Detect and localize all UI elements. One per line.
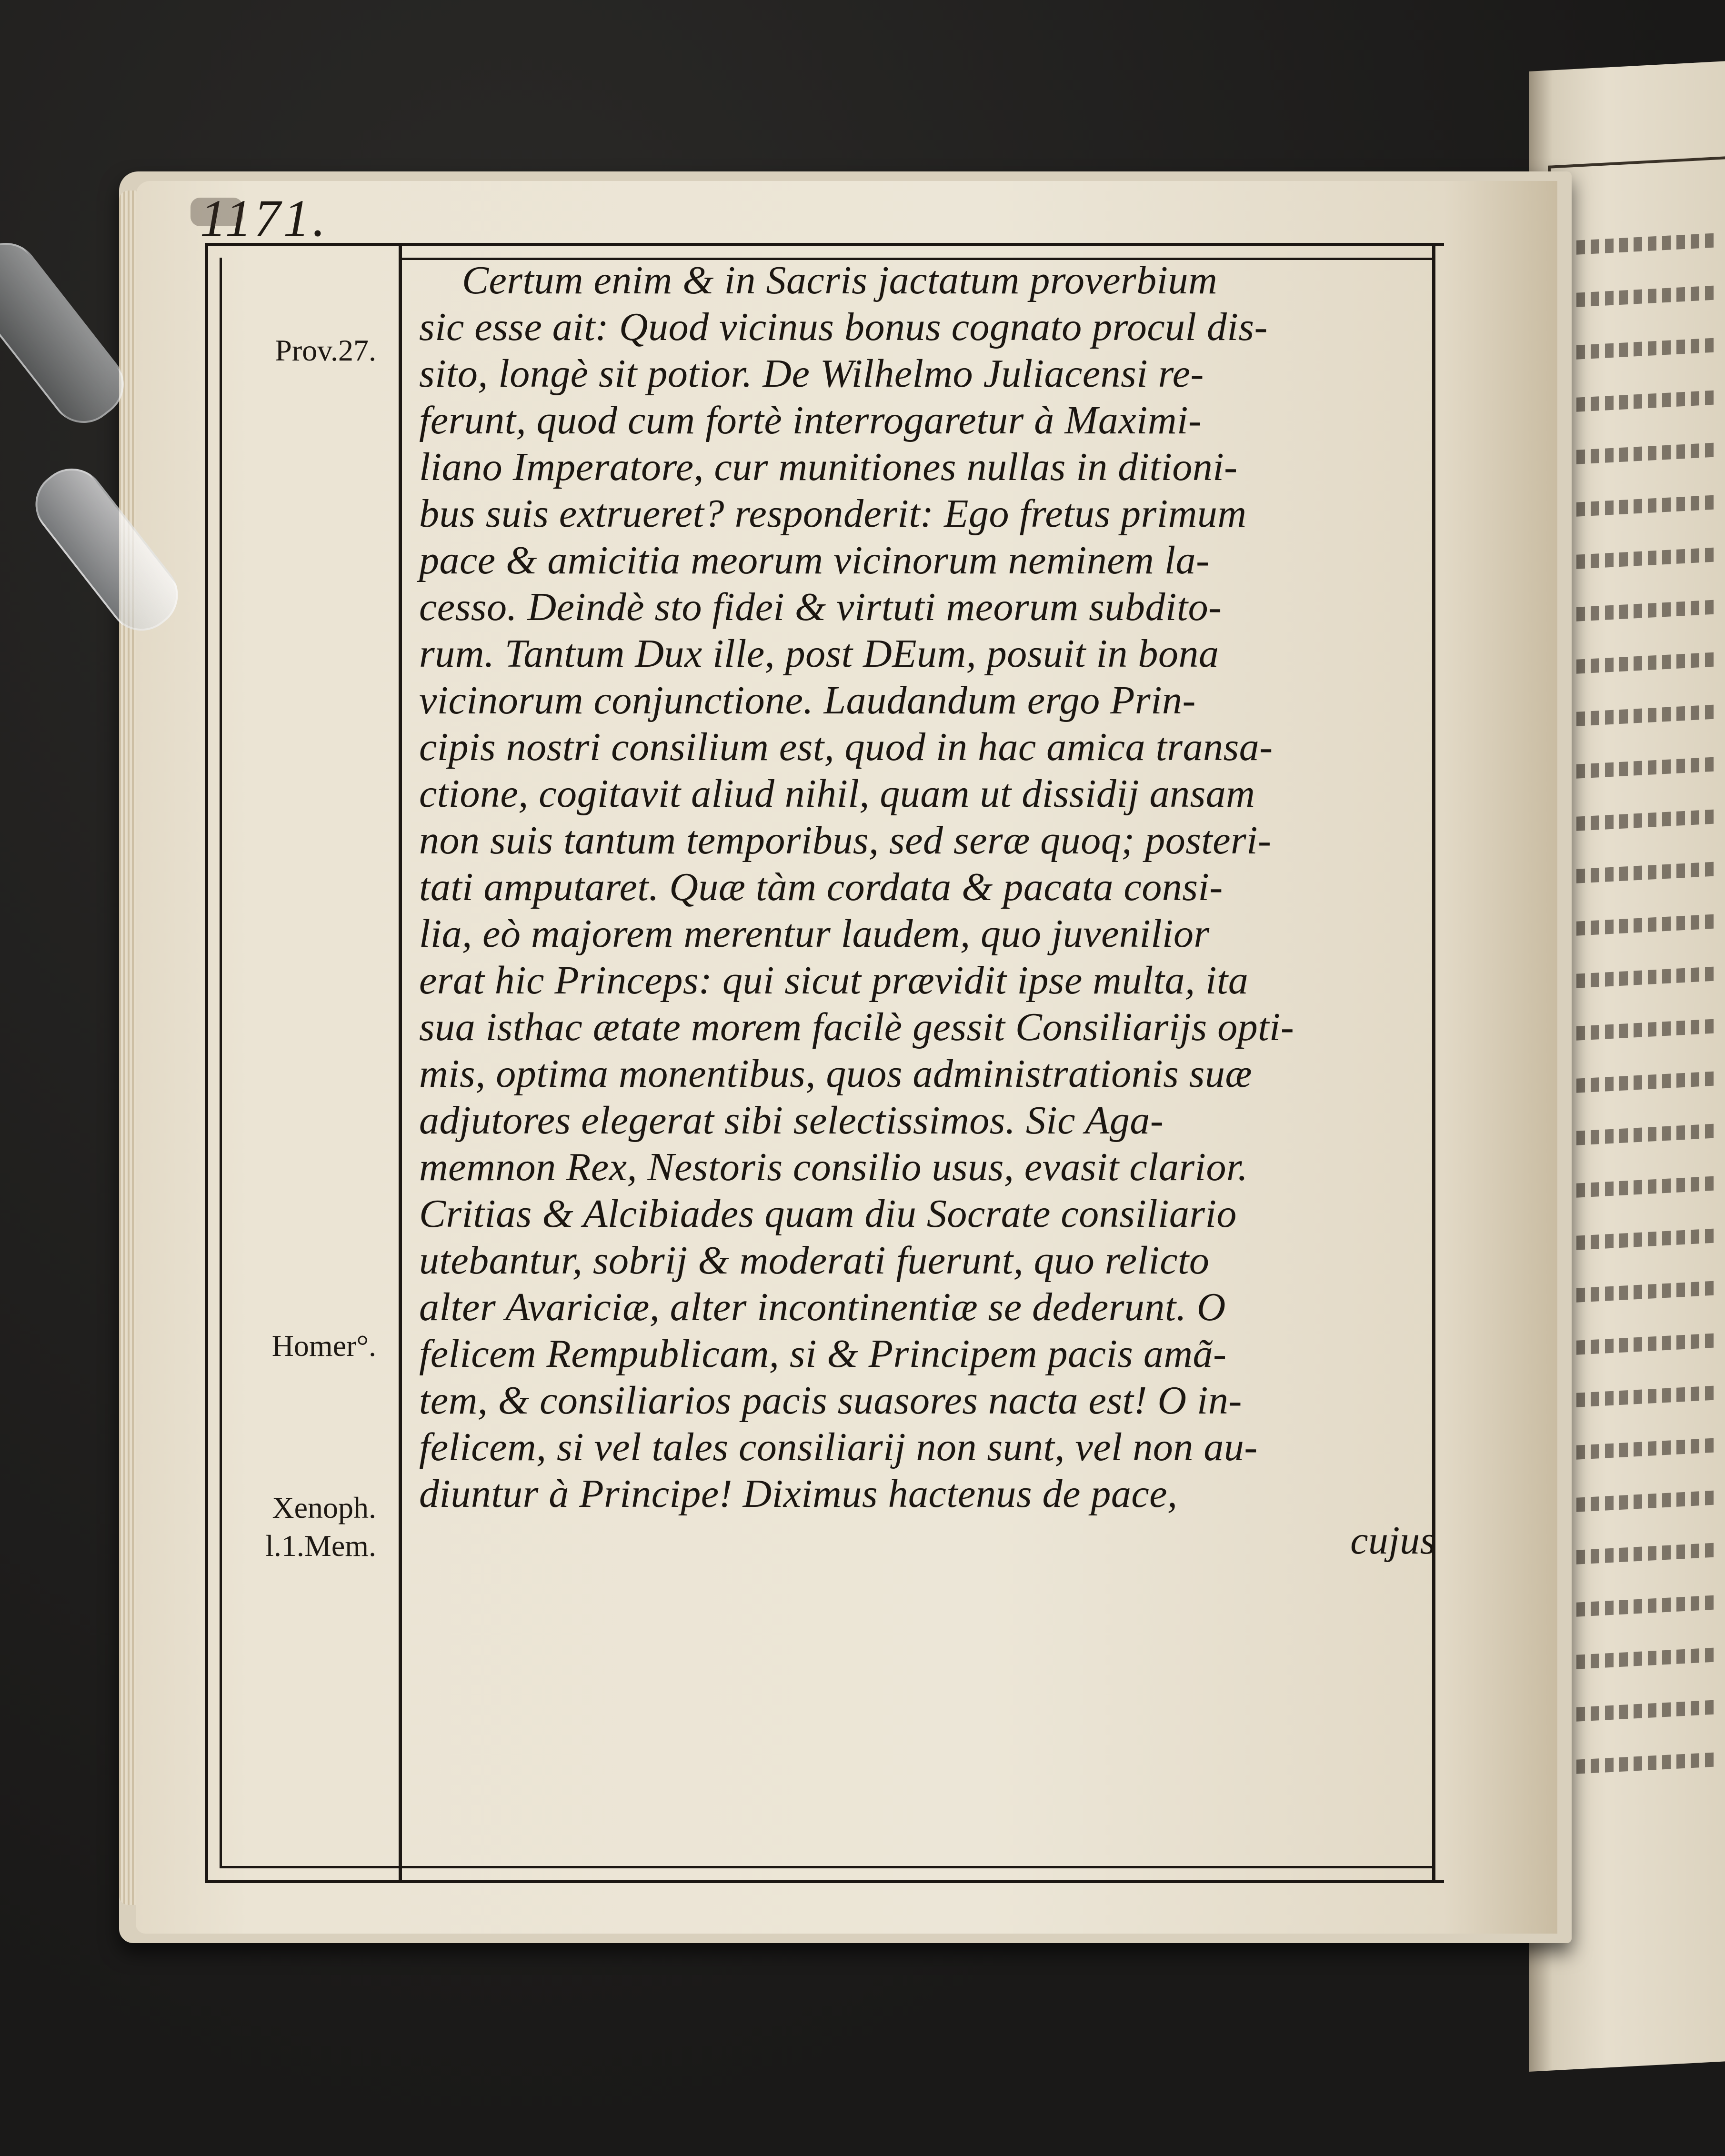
margin-divider: [399, 246, 402, 1880]
text-line: tati amputaret. Quæ tàm cordata & pacata consi-: [419, 865, 1223, 909]
margin-note-mem: l.1.Mem.: [265, 1529, 376, 1563]
text-line: Certum enim & in Sacris jactatum proverbium: [462, 258, 1218, 302]
text-line: erat hic Princeps: qui sicut prævidit ipse multa, ita: [419, 958, 1249, 1003]
frame-rule-margin-bottom: [220, 1866, 401, 1868]
text-line: tem, & consiliarios pacis suasores nacta est! O in-: [419, 1378, 1242, 1423]
text-line: felicem Rempublicam, si & Principem pacis amã-: [419, 1332, 1227, 1376]
text-line: ferunt, quod cum fortè interrogaretur à Maximi-: [419, 398, 1202, 442]
text-line: lia, eò majorem merentur laudem, quo juvenilior: [419, 912, 1210, 956]
margin-note-homer: Homer°.: [271, 1329, 376, 1363]
text-line: utebantur, sobrij & moderati fuerunt, quo relicto: [419, 1238, 1210, 1283]
text-line: pace & amicitia meorum vicinorum neminem la-: [419, 538, 1210, 582]
frame-rule-left: [220, 258, 222, 1868]
margin-note-prov: Prov.27.: [275, 333, 376, 367]
text-line: sic esse ait: Quod vicinus bonus cognato procul dis-: [419, 305, 1268, 349]
text-line: ctione, cogitavit aliud nihil, quam ut dissidij ansam: [419, 772, 1255, 816]
text-line: sua isthac ætate morem facilè gessit Consiliarijs opti-: [419, 1005, 1294, 1049]
text-line: felicem, si vel tales consiliarij non sunt, vel non au-: [419, 1425, 1258, 1469]
margin-note-xenoph: Xenoph.: [272, 1491, 376, 1524]
text-line: adjutores elegerat sibi selectissimos. Sic Aga-: [419, 1098, 1164, 1143]
page-number: [200, 188, 328, 249]
catchword: cujus: [1350, 1518, 1436, 1563]
text-line: bus suis extrueret? responderit: Ego fretus primum: [419, 491, 1247, 536]
text-line: alter Avariciæ, alter incontinentiæ se dederunt. O: [419, 1285, 1226, 1329]
text-line: liano Imperatore, cur munitiones nullas in ditioni-: [419, 445, 1238, 489]
text-line: Critias & Alcibiades quam diu Socrate consiliario: [419, 1192, 1237, 1236]
text-line: sito, longè sit potior. De Wilhelmo Juliacensi re-: [419, 351, 1204, 396]
text-line: diuntur à Principe! Diximus hactenus de pace,: [419, 1472, 1178, 1516]
ink-smudge: [191, 198, 243, 226]
text-line: memnon Rex, Nestoris consilio usus, evasit clarior.: [419, 1145, 1248, 1189]
page-edges: [119, 191, 138, 1905]
text-line: non suis tantum temporibus, sed seræ quoq; posteri-: [419, 818, 1272, 862]
page-number-text: 1171.: [200, 189, 329, 247]
text-line: cipis nostri consilium est, quod in hac amica transa-: [419, 725, 1273, 769]
text-line: mis, optima monentibus, quos administrationis suæ: [419, 1052, 1253, 1096]
text-line: cesso. Deindè sto fidei & virtuti meorum subdito-: [419, 585, 1222, 629]
body-text: [419, 257, 1436, 1564]
frame-rule-bottom: [399, 1866, 1435, 1868]
text-line: rum. Tantum Dux ille, post DEum, posuit in bona: [419, 632, 1219, 676]
text-line: vicinorum conjunctione. Laudandum ergo Prin-: [419, 678, 1196, 722]
